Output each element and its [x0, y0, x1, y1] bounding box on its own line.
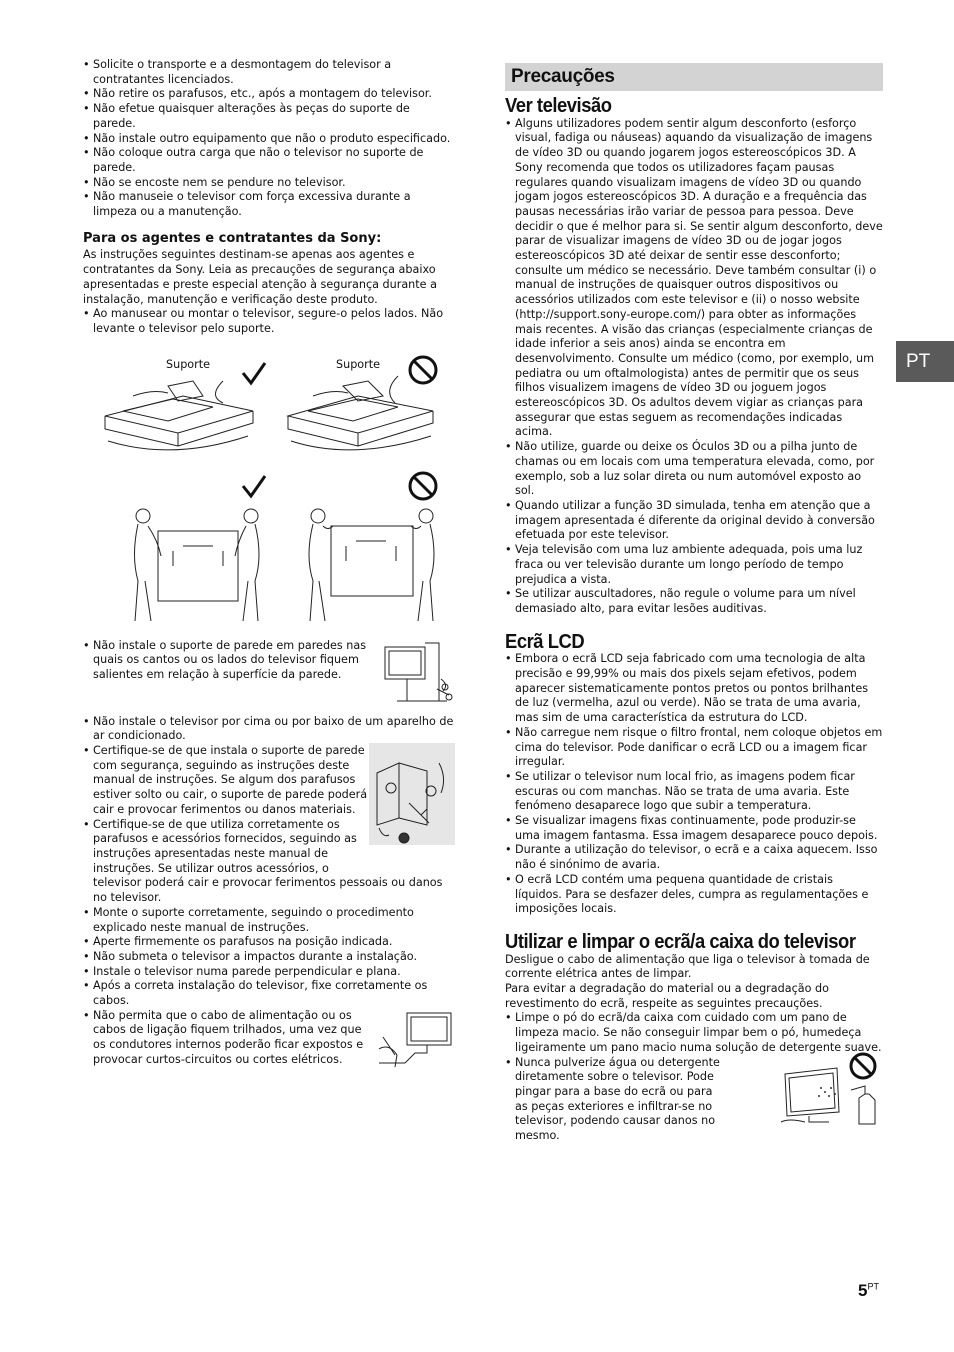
- section-heading: Ver televisão: [505, 95, 612, 117]
- list-item: • Certifique-se de que utiliza corretamente os parafusos e acessórios fornecidos, seguindo as instruções apresentadas neste manual de instruções. Se utilizar outros acessórios, o: [83, 818, 369, 877]
- installation-bullets: [83, 58, 455, 220]
- list-item: • Não se encoste nem se pendure no televisor.: [83, 176, 455, 191]
- list-item: • Não coloque outra carga que não o televisor no suporte de parede.: [83, 146, 455, 175]
- list-item: • Se utilizar auscultadores, não regule o volume para um nível demasiado alto, para evitar lesões auditivas.: [505, 587, 883, 616]
- paragraph: Para evitar a degradação do material ou a degradação do revestimento do ecrã, respeite as seguintes precauções.: [505, 982, 829, 1010]
- list-item: • Não manuseie o televisor com força excessiva durante a limpeza ou a manutenção.: [83, 190, 455, 219]
- prohibited-icon: [851, 1054, 875, 1078]
- list-item: • Solicite o transporte e a desmontagem do televisor a contratantes licenciados.: [83, 58, 455, 87]
- list-item: • Aperte firmemente os parafusos na posição indicada.: [83, 935, 455, 950]
- agents-paragraph: As instruções seguintes destinam-se apenas aos agentes e contratantes da Sony. Leia as precauções de segurança abaixo apresentadas e preste especial atenção à segurança durante a instalação, manutenção e verificação deste produto.: [83, 248, 437, 306]
- list-item: • Não efetue quaisquer alterações às peças do suporte de parede.: [83, 102, 455, 131]
- list-item: • Ao manusear ou montar o televisor, segure-o pelos lados. Não levante o televisor pelo suporte.: [83, 307, 455, 336]
- page-suffix: PT: [867, 1281, 879, 1292]
- list-item: • Não utilize, guarde ou deixe os Óculos 3D ou a pilha junto de chamas ou em locais com uma temperatura elevada, como, por exemplo, sob a luz solar direta ou num automóvel exposto ao sol.: [505, 440, 883, 499]
- list-item: • Não instale o suporte de parede em paredes nas quais os cantos ou os lados do televisor fiquem salientes em relação à superfície da parede.: [83, 639, 369, 683]
- left-column: [83, 58, 455, 1068]
- page-number: [858, 1281, 879, 1301]
- list-item: • Se utilizar o televisor num local frio, as imagens podem ficar escuras ou com manchas. Não se trata de uma avaria. Este fenómeno desaparece logo que subir a temperatura.: [505, 770, 883, 814]
- section-heading: Utilizar e limpar o ecrã/a caixa do televisor: [505, 930, 856, 953]
- list-item: • Não instale outro equipamento que não o produto especificado.: [83, 132, 455, 147]
- list-item: • O ecrã LCD contém uma pequena quantidade de cristais líquidos. Para se desfazer deles, cumpra as regulamentações e imposições locais.: [505, 873, 883, 917]
- stand-label: Suporte: [336, 357, 381, 371]
- list-item: • Certifique-se de que instala o suporte de parede com segurança, seguindo as instruções deste manual de instruções. Se algum dos parafusos estiver solto ou cair, o suporte de parede poderá cair e provocar ferimentos ou danos materiais.: [83, 744, 369, 818]
- agents-heading: Para os agentes e contratantes da Sony:: [83, 230, 382, 246]
- prohibited-icon: [410, 357, 436, 383]
- list-item: • Não permita que o cabo de alimentação ou os cabos de ligação fiquem trilhados, uma vez que os condutores internos poderão ficar expostos e provocar curtos-circuitos ou cortes elétricos.: [83, 1009, 369, 1068]
- list-item: • Durante a utilização do televisor, o ecrã e a caixa aquecem. Isso não é sinónimo de avaria.: [505, 843, 883, 872]
- list-item: • Quando utilizar a função 3D simulada, tenha em atenção que a imagem apresentada é diferente da original devido à conversão efetuada por este televisor.: [505, 499, 883, 543]
- list-item: • Limpe o pó do ecrã/da caixa com cuidado com um pano de limpeza macio. Se não conseguir limpar bem o pó, humedeça ligeiramente um pano macio numa solução de detergente suave.: [505, 1011, 883, 1055]
- list-item: • Não submeta o televisor a impactos durante a instalação.: [83, 950, 455, 965]
- list-item: • Se visualizar imagens fixas continuamente, pode produzir-se uma imagem fantasma. Essa imagem desaparece pouco depois.: [505, 814, 883, 843]
- cable-illustration: [375, 1009, 455, 1071]
- section-heading: Ecrã LCD: [505, 630, 585, 653]
- list-item: • Embora o ecrã LCD seja fabricado com uma tecnologia de alta precisão e 99,99% ou mais dos pixels sejam efetivos, podem aparecer sistematicamente pontos pretos ou pontos brilhantes de luz (vermelha, azul ou verde). Não se trata de uma avaria, mas sim de uma característica da estrutura do LCD.: [505, 652, 883, 726]
- list-item: • Veja televisão com uma luz ambiente adequada, pois uma luz fraca ou ver televisão durante um longo período de tempo prejudica a vista.: [505, 543, 883, 587]
- list-item: • Não carregue nem risque o filtro frontal, nem coloque objetos em cima do televisor. Pode danificar o ecrã LCD ou a imagem ficar irregular.: [505, 726, 883, 770]
- list-item: • Não instale o televisor por cima ou por baixo de um aparelho de ar condicionado.: [83, 715, 455, 744]
- screw-bracket-illustration: [369, 743, 455, 845]
- check-icon: [243, 363, 265, 383]
- list-item: • Alguns utilizadores podem sentir algum desconforto (esforço visual, fadiga ou náuseas) aquando da visualização de imagens de vídeo 3D ou quando jogarem jogos estereoscópicos 3D. A Sony recomenda que todos os utilizadores façam pausas regulares quando visualizam imagens de vídeo 3D ou quando jogam jogos estereoscópicos 3D. A duração e a frequência das pausas necessárias irão variar de pessoa para pessoa. Deve decidir o que é melhor para si. Se sentir algum desconforto, deve parar de visualizar imagens de vídeo 3D ou de jogar jogos estereoscópicos 3D até deixar de sentir esse desconforto; consulte um médico se necessário. Deve também consultar (i) o manual de instruções de quaisquer outros dispositivos ou acessórios utilizados com este televisor e (ii) o nosso website (http://support.sony-europe.com/) para obter as informações mais recentes. A visão das crianças (especialmente crianças de idade inferior a seis anos) ainda se encontra em desenvolvimento. Consulte um médico (como, por exemplo, um pediatra ou um oftalmologista) antes de permitir que os seus filhos visualizem imagens de vídeo 3D ou joguem jogos estereoscópicos 3D. Os adultos devem vigiar as crianças para assegurar que estas seguem as recomendações indicadas acima.: [505, 117, 883, 440]
- paragraph: Desligue o cabo de alimentação que liga o televisor à tomada de corrente elétrica antes de limpar.: [505, 952, 870, 981]
- list-item: • Nunca pulverize água ou detergente diretamente sobre o televisor. Pode pingar para a base do ecrã ou para as peças exteriores e infiltrar-se no televisor, podendo causar danos no mesmo.: [505, 1056, 723, 1144]
- list-item: • Monte o suporte corretamente, seguindo o procedimento explicado neste manual de instruções.: [83, 906, 455, 935]
- list-item: • Não retire os parafusos, etc., após a montagem do televisor.: [83, 87, 455, 102]
- continued-text: televisor poderá cair e provocar ferimentos pessoais ou danos no televisor.: [93, 876, 443, 905]
- banner-title: Precauções: [511, 66, 615, 87]
- prohibited-icon: [410, 473, 436, 499]
- language-tab: PT: [896, 341, 954, 382]
- list-item: • Após a correta instalação do televisor, fixe corretamente os cabos.: [83, 979, 455, 1008]
- section-banner: [505, 63, 883, 91]
- page-number-value: 5: [858, 1281, 868, 1300]
- stand-label: Suporte: [166, 357, 211, 371]
- list-item: • Instale o televisor numa parede perpendicular e plana.: [83, 965, 455, 980]
- handling-illustration: [83, 341, 455, 633]
- wall-mount-illustration: [377, 639, 455, 705]
- check-icon: [243, 476, 265, 496]
- right-column: [505, 58, 883, 1144]
- spray-warning-illustration: [779, 1050, 883, 1128]
